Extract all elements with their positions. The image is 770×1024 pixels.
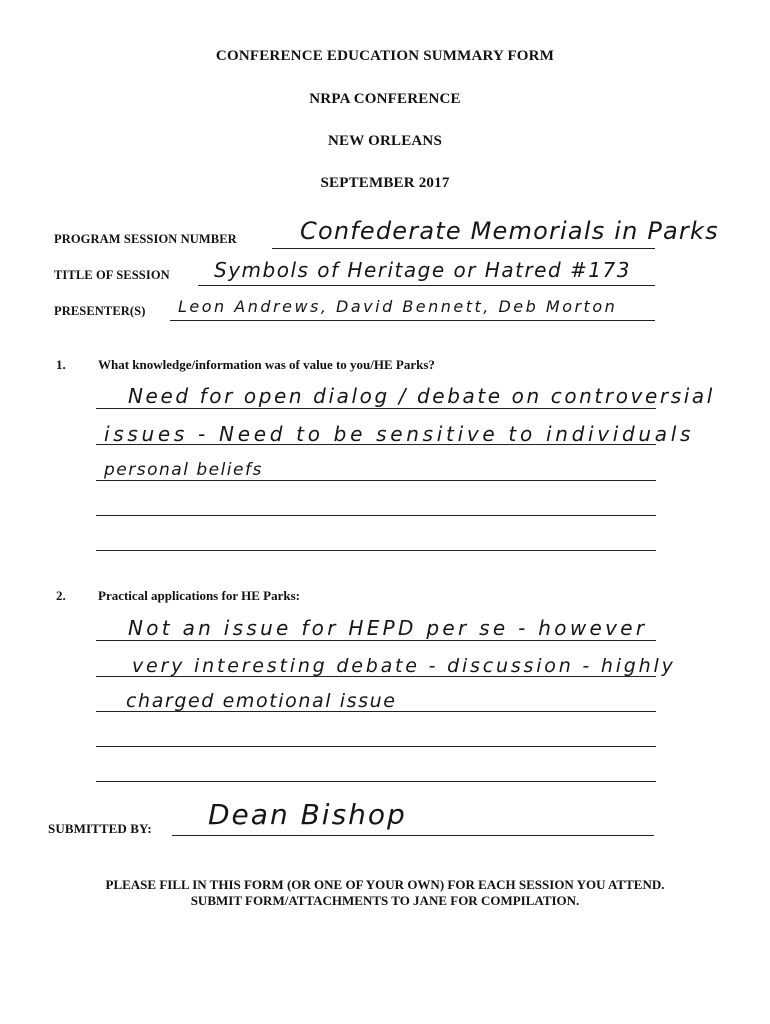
form-title: CONFERENCE EDUCATION SUMMARY FORM bbox=[215, 48, 555, 64]
submitted-by-label: SUBMITTED BY: bbox=[48, 821, 152, 836]
question-1-rule-2 bbox=[96, 444, 656, 445]
question-2-answer-line-2: very interesting debate - discussion - highly bbox=[132, 655, 676, 677]
question-1-answer-line-3: personal beliefs bbox=[104, 460, 263, 480]
question-2-rule-5 bbox=[96, 781, 656, 782]
question-1-rule-4 bbox=[96, 515, 656, 516]
question-1-answer-line-1: Need for open dialog / debate on controversial bbox=[128, 384, 715, 408]
question-1-text: What knowledge/information was of value to you/HE Parks? bbox=[98, 357, 435, 372]
question-2-rule-4 bbox=[96, 746, 656, 747]
question-2-rule-3 bbox=[96, 711, 656, 712]
conference-location: NEW ORLEANS bbox=[327, 133, 443, 149]
title-of-session-value: Symbols of Heritage or Hatred #173 bbox=[214, 258, 631, 282]
conference-date: SEPTEMBER 2017 bbox=[320, 175, 450, 191]
title-of-session-line bbox=[198, 285, 655, 286]
question-1-rule-5 bbox=[96, 550, 656, 551]
submitted-by-line bbox=[172, 835, 654, 836]
signature: Dean Bishop bbox=[208, 798, 407, 831]
question-1-rule-1 bbox=[96, 408, 656, 409]
question-2-text: Practical applications for HE Parks: bbox=[98, 588, 300, 603]
presenters-line bbox=[170, 320, 655, 321]
question-2-rule-2 bbox=[96, 676, 656, 677]
title-of-session-label: TITLE OF SESSION bbox=[54, 268, 170, 282]
question-1-number: 1. bbox=[56, 357, 66, 372]
footer-instruction-2: SUBMIT FORM/ATTACHMENTS TO JANE FOR COMPILATION. bbox=[190, 893, 580, 908]
program-session-number-line bbox=[272, 248, 655, 249]
question-2-answer-line-1: Not an issue for HEPD per se - however bbox=[128, 616, 648, 640]
question-1-answer-line-2: issues - Need to be sensitive to individuals bbox=[104, 422, 695, 446]
question-2-number: 2. bbox=[56, 588, 66, 603]
presenters-label: PRESENTER(S) bbox=[54, 304, 146, 318]
question-1-rule-3 bbox=[96, 480, 656, 481]
question-2-answer-line-3: charged emotional issue bbox=[126, 690, 397, 712]
presenters-value: Leon Andrews, David Bennett, Deb Morton bbox=[178, 297, 618, 316]
program-session-number-label: PROGRAM SESSION NUMBER bbox=[54, 232, 237, 246]
question-2-rule-1 bbox=[96, 640, 656, 641]
footer-instruction-1: PLEASE FILL IN THIS FORM (OR ONE OF YOUR OWN) FOR EACH SESSION YOU ATTEND. bbox=[105, 877, 665, 892]
program-session-number-value: Confederate Memorials in Parks bbox=[300, 217, 719, 245]
conference-name: NRPA CONFERENCE bbox=[309, 91, 461, 107]
